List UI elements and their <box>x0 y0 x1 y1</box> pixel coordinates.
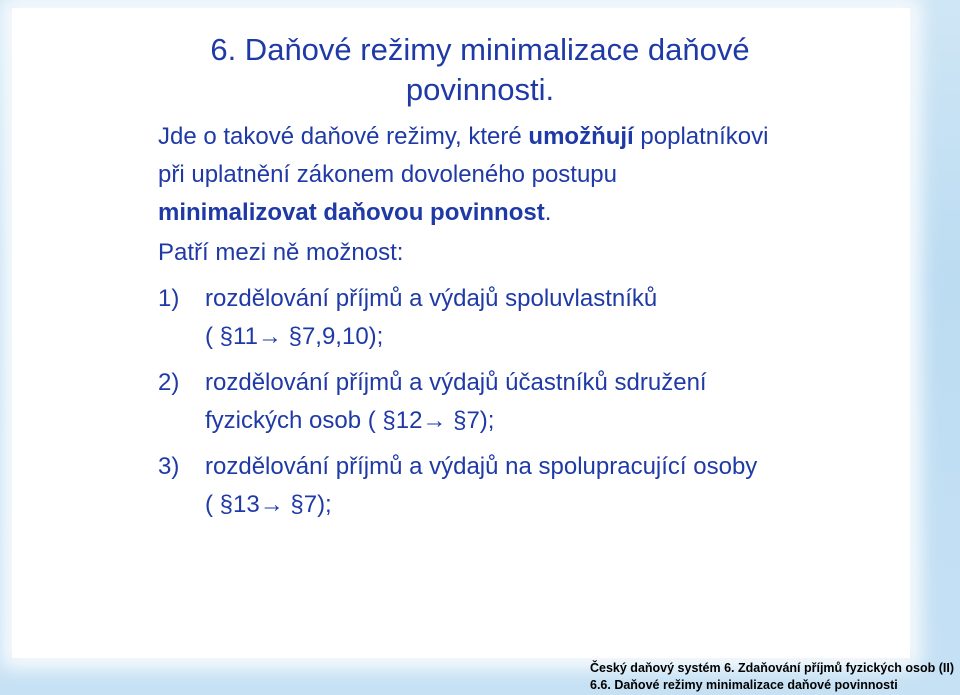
footer-line-2: 6.6. Daňové režimy minimalizace daňové povinnosti <box>590 678 898 692</box>
list-number: 2) <box>158 369 180 396</box>
list-number: 1) <box>158 285 180 312</box>
list-item-line: ( §11→ §7,9,10); <box>205 323 384 350</box>
intro-emphasis: umožňují <box>528 123 634 150</box>
slide-footer <box>590 660 960 694</box>
intro-text: Jde o takové daňové režimy, které <box>158 123 529 150</box>
list-item-line: ( §13→ §7); <box>205 491 332 518</box>
list-intro: Patří mezi ně možnost: <box>158 239 404 266</box>
intro-paragraph <box>158 118 878 232</box>
slide-title <box>0 30 960 110</box>
list-number: 3) <box>158 453 180 480</box>
list-item-line: rozdělování příjmů a výdajů účastníků sdružení <box>205 369 707 396</box>
intro-line-1 <box>158 118 878 156</box>
intro-text: . <box>544 199 552 226</box>
intro-line-3 <box>158 194 878 232</box>
slide-body <box>158 118 878 524</box>
title-line-1: 6. Daňové režimy minimalizace daňové <box>210 32 750 67</box>
footer-line-1: Český daňový systém 6. Zdaňování příjmů fyzických osob (II) <box>590 661 955 675</box>
list-item-line: fyzických osob ( §12→ §7); <box>205 407 495 434</box>
intro-line-2: při uplatnění zákonem dovoleného postupu <box>158 161 617 188</box>
list-item <box>158 280 878 356</box>
list-item <box>158 364 878 440</box>
intro-emphasis: minimalizovat daňovou povinnost <box>158 199 545 226</box>
intro-text: poplatníkovi <box>633 123 769 150</box>
list-item-line: rozdělování příjmů a výdajů spoluvlastníků <box>205 285 658 312</box>
list-item <box>158 448 878 524</box>
list-item-line: rozdělování příjmů a výdajů na spolupracující osoby <box>205 453 758 480</box>
title-line-2: povinnosti. <box>405 72 555 107</box>
